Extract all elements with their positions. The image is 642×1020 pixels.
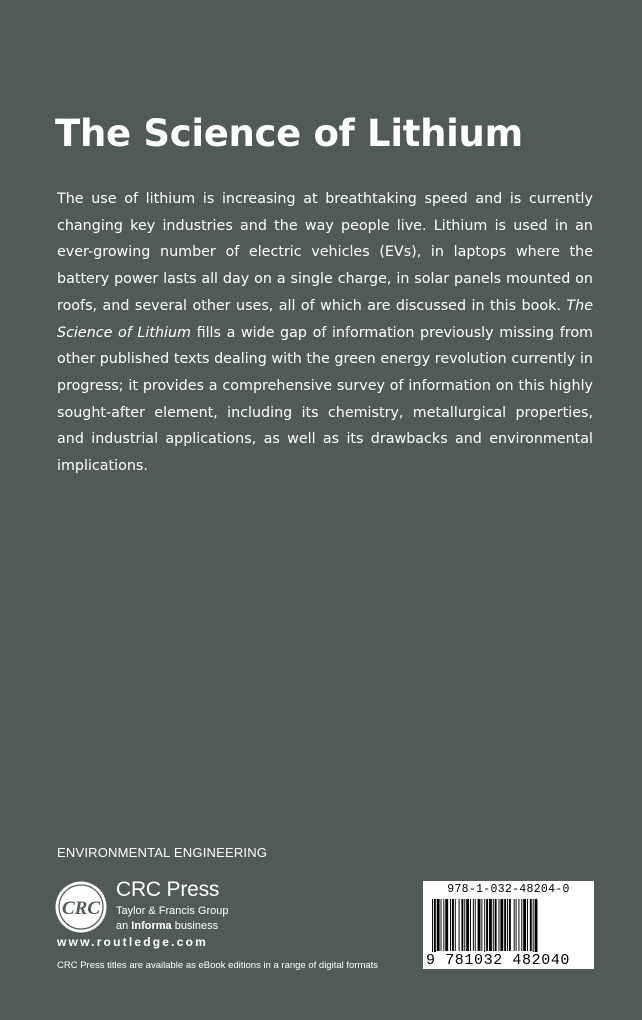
barcode-bar: [521, 899, 522, 951]
barcode-bar: [473, 899, 474, 951]
barcode-bar: [499, 899, 500, 951]
isbn-bottom-text: 9 781032 482040: [426, 952, 571, 969]
barcode-bar: [489, 899, 492, 951]
publisher-name: CRC Press: [116, 878, 220, 901]
barcode-bar: [509, 899, 511, 951]
barcode-bar: [495, 899, 497, 951]
barcode-bar: [475, 899, 476, 951]
book-title: The Science of Lithium: [55, 112, 523, 155]
barcode-bar: [523, 899, 526, 951]
barcode-bar: [478, 899, 481, 951]
crc-logo-icon: [55, 881, 107, 933]
barcode-bar: [464, 899, 465, 951]
business-suffix: business: [171, 920, 219, 932]
publisher-website: www.routledge.com: [57, 935, 208, 949]
blurb-text-1: The use of lithium is increasing at breathtaking speed and is currently changing key industries and the way people live. Lithium is used in an ever-growing number of electric vehicles (EVs), in laptops where the battery power lasts all day on a single charge, in solar panels mounted on roofs, and several other uses, all of which are discussed in this book.: [57, 191, 593, 314]
barcode-bar: [527, 899, 528, 951]
business-brand: Informa: [131, 920, 172, 932]
barcode-bar: [455, 899, 456, 951]
barcode-bar: [507, 899, 508, 951]
barcode-bar: [466, 899, 469, 951]
barcode-bar: [481, 899, 482, 951]
blurb-italic-title: The Science of Lithium: [57, 297, 593, 341]
barcode-bar: [443, 899, 444, 951]
business-prefix: an: [116, 920, 132, 932]
isbn-top-text: 978-1-032-48204-0: [447, 883, 570, 896]
barcode-bar: [504, 899, 506, 951]
barcode-bar: [518, 899, 519, 951]
ebook-note: CRC Press titles are available as eBook editions in a range of digital formats: [57, 960, 379, 971]
barcode-bar: [514, 899, 515, 951]
barcode-bar: [445, 899, 448, 951]
isbn-barcode: [423, 881, 594, 969]
barcode-bar: [500, 899, 503, 951]
barcode-bar: [486, 899, 488, 951]
barcode-bar: [441, 899, 442, 951]
barcode-bar: [437, 899, 440, 951]
barcode-bar: [459, 899, 460, 951]
barcode-bar: [493, 899, 494, 951]
logo-text: CRC: [61, 898, 101, 919]
book-blurb: [57, 186, 593, 480]
barcode-bar: [530, 899, 532, 951]
blurb-text-2: fills a wide gap of information previously missing from other published texts dealing with the green energy revolution currently in progress; it provides a comprehensive survey of information on this highly sought-after element, including its chemistry, metallurgical properties, and industrial applications, as well as its drawbacks and environmental implications.: [57, 324, 593, 475]
barcode-bar: [452, 899, 454, 951]
barcode-bar: [470, 899, 471, 951]
publisher-group: Taylor & Francis Group: [116, 905, 229, 917]
barcode-bar: [516, 899, 517, 951]
barcode-bar: [450, 899, 451, 951]
publisher-business: [116, 920, 218, 932]
subject-category: ENVIRONMENTAL ENGINEERING: [57, 845, 268, 860]
barcode-bar: [461, 899, 463, 951]
